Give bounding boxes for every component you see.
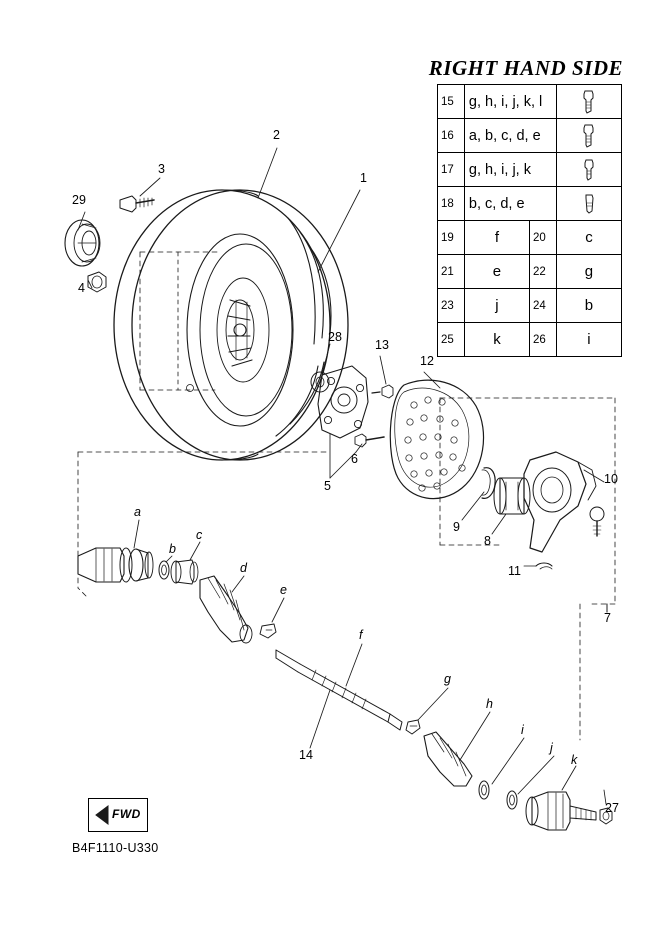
sublabel-b: b xyxy=(169,542,176,556)
legend-num: 22 xyxy=(529,255,556,289)
legend-num: 18 xyxy=(438,187,465,221)
callout-2: 2 xyxy=(273,128,280,142)
legend-label: b xyxy=(556,289,621,323)
legend-row xyxy=(438,85,622,119)
legend-num: 26 xyxy=(529,323,556,357)
legend-num: 16 xyxy=(438,119,465,153)
legend-label: g xyxy=(556,255,621,289)
legend-label: c xyxy=(556,221,621,255)
callout-9: 9 xyxy=(453,520,460,534)
legend-num: 24 xyxy=(529,289,556,323)
callout-29: 29 xyxy=(72,193,86,207)
sublabel-f: f xyxy=(359,628,363,642)
sublabel-i: i xyxy=(521,723,524,737)
page-title: RIGHT HAND SIDE xyxy=(428,56,623,80)
legend-row xyxy=(438,187,622,221)
callout-28: 28 xyxy=(328,330,342,344)
legend-table xyxy=(437,84,622,357)
arrow-left-icon xyxy=(92,803,114,827)
sublabel-g: g xyxy=(444,672,451,686)
legend-num: 15 xyxy=(438,85,465,119)
legend-row xyxy=(438,153,622,187)
legend-label: i xyxy=(556,323,621,357)
callout-1: 1 xyxy=(360,171,367,185)
sublabel-j: j xyxy=(550,741,553,755)
callout-10: 10 xyxy=(604,472,618,486)
callout-11: 11 xyxy=(508,564,521,578)
sublabel-e: e xyxy=(280,583,287,597)
sublabel-k: k xyxy=(571,753,578,767)
legend-label: e xyxy=(464,255,529,289)
bolt-icon xyxy=(556,119,621,153)
part-code: B4F1110-U330 xyxy=(72,841,159,855)
sublabel-a: a xyxy=(134,505,141,519)
sublabel-h: h xyxy=(486,697,493,711)
legend-row xyxy=(438,119,622,153)
callout-27: 27 xyxy=(605,801,619,815)
sublabel-d: d xyxy=(240,561,247,575)
bolt-icon xyxy=(556,85,621,119)
legend-row xyxy=(438,323,622,357)
callout-7: 7 xyxy=(604,611,611,625)
legend-num: 17 xyxy=(438,153,465,187)
callout-5: 5 xyxy=(324,479,331,493)
legend-num: 19 xyxy=(438,221,465,255)
legend-label: f xyxy=(464,221,529,255)
callout-4: 4 xyxy=(78,281,85,295)
bolt-icon xyxy=(556,187,621,221)
bolt-icon xyxy=(556,153,621,187)
callout-14: 14 xyxy=(299,748,313,762)
legend-row xyxy=(438,221,622,255)
legend-row xyxy=(438,255,622,289)
legend-num: 20 xyxy=(529,221,556,255)
callout-12: 12 xyxy=(420,354,434,368)
legend-label: g, h, i, j, k xyxy=(464,153,556,187)
legend-label: b, c, d, e xyxy=(464,187,556,221)
callout-8: 8 xyxy=(484,534,491,548)
legend-label: k xyxy=(464,323,529,357)
legend-label: g, h, i, j, k, l xyxy=(464,85,556,119)
callout-6: 6 xyxy=(351,452,358,466)
sublabel-c: c xyxy=(196,528,203,542)
legend-label: j xyxy=(464,289,529,323)
fwd-label: FWD xyxy=(112,807,141,821)
legend-num: 23 xyxy=(438,289,465,323)
legend-label: a, b, c, d, e xyxy=(464,119,556,153)
callout-13: 13 xyxy=(375,338,389,352)
legend-num: 25 xyxy=(438,323,465,357)
legend-row xyxy=(438,289,622,323)
legend-num: 21 xyxy=(438,255,465,289)
callout-3: 3 xyxy=(158,162,165,176)
